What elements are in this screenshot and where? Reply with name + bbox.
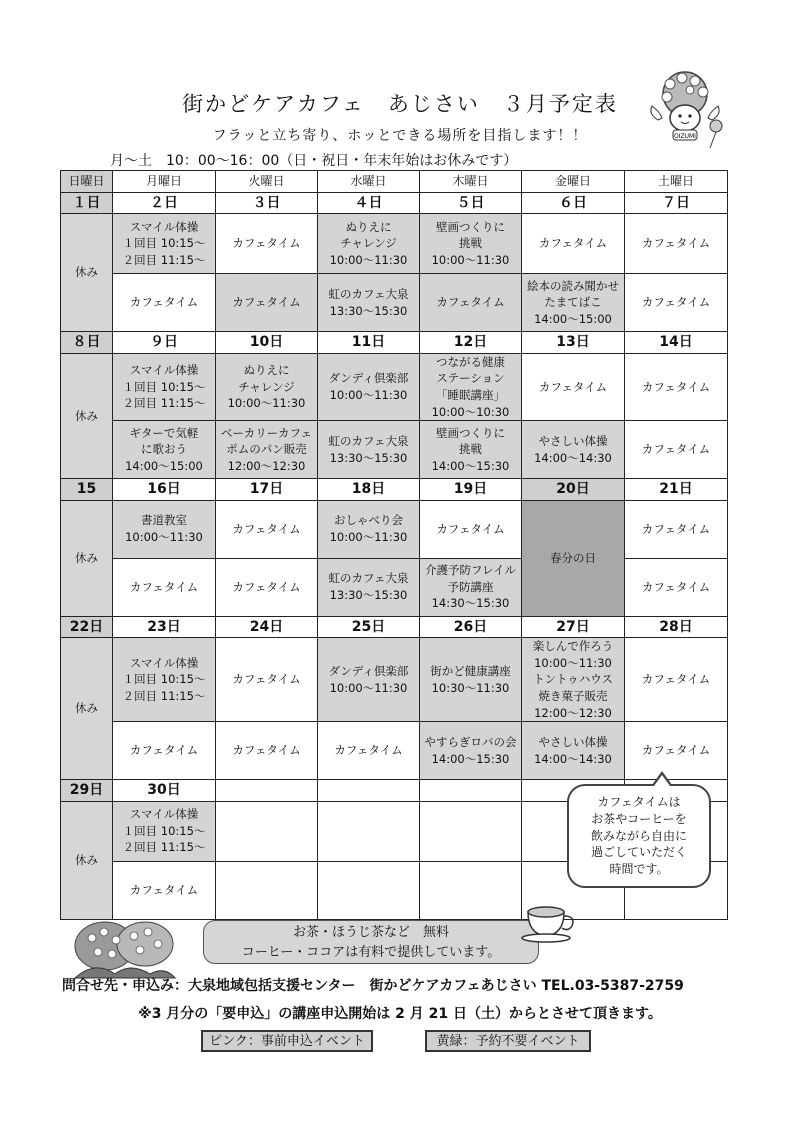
event-text: ぬりえに チャレンジ 10:00～11:30 bbox=[227, 362, 306, 411]
event-cell bbox=[113, 558, 216, 616]
event-cell bbox=[420, 274, 522, 332]
slot-row-am bbox=[61, 500, 728, 558]
date-row bbox=[61, 193, 728, 214]
event-cell bbox=[625, 722, 728, 780]
event-text: 楽しんで作ろう 10:00～11:30 トントゥハウス 焼き菓子販売 12:00～12:30 bbox=[532, 638, 614, 720]
event-cell bbox=[216, 274, 318, 332]
event-cell bbox=[113, 500, 216, 558]
drinks-free-line: お茶・ほうじ茶など 無料 bbox=[292, 925, 449, 940]
date-cell: ７日 bbox=[625, 193, 728, 214]
event-cell bbox=[113, 637, 216, 721]
event-cell bbox=[522, 500, 625, 616]
drinks-paid-line: コーヒー・ココアは有料で提供しています。 bbox=[241, 944, 501, 960]
event-cell bbox=[216, 353, 318, 421]
event-text: カフェタイム bbox=[641, 295, 711, 310]
page-title: 街かどケアカフェ あじさい ３月予定表 bbox=[182, 92, 618, 116]
event-cell bbox=[216, 558, 318, 616]
mascot-label: OIZUMI bbox=[674, 133, 696, 140]
event-cell bbox=[318, 637, 420, 721]
event-text: やさしい体操 14:00～14:30 bbox=[534, 434, 612, 465]
registration-note: ※3 月分の「要申込」の講座申込開始は 2 月 21 日（土）からとさせて頂きます。 bbox=[138, 1006, 662, 1022]
event-cell bbox=[113, 421, 216, 479]
event-cell bbox=[625, 500, 728, 558]
event-cell bbox=[113, 801, 216, 861]
date-cell: 24日 bbox=[216, 616, 318, 637]
event-cell bbox=[625, 558, 728, 616]
event-cell bbox=[522, 353, 625, 421]
event-text: 介護予防フレイル 予防講座 14:30～15:30 bbox=[425, 563, 516, 611]
slot-row-pm bbox=[61, 421, 728, 479]
date-cell: 10日 bbox=[216, 332, 318, 353]
event-text: カフェタイム bbox=[641, 442, 711, 457]
event-cell bbox=[420, 637, 522, 721]
event-text: やさしい体操 14:00～14:30 bbox=[534, 735, 612, 766]
bubble-tail-inner bbox=[654, 775, 670, 786]
event-text: カフェタイム bbox=[334, 743, 403, 758]
closed-label: 休み bbox=[75, 550, 98, 565]
event-cell bbox=[318, 801, 420, 861]
event-text: ギターで気軽 に歌おう 14:00～15:00 bbox=[125, 425, 203, 474]
event-text: ダンディ倶楽部 10:00～11:30 bbox=[328, 663, 409, 695]
date-cell: １日 bbox=[61, 193, 113, 214]
event-cell bbox=[216, 637, 318, 721]
event-cell bbox=[318, 861, 420, 919]
event-text: カフェタイム bbox=[232, 743, 301, 758]
date-cell: 14日 bbox=[625, 332, 728, 353]
date-cell: 29日 bbox=[61, 780, 113, 801]
date-row bbox=[61, 479, 728, 500]
slot-row-am bbox=[61, 637, 728, 721]
date-cell: ９日 bbox=[113, 332, 216, 353]
date-cell: 17日 bbox=[216, 479, 318, 500]
slot-row-pm bbox=[61, 722, 728, 780]
event-cell bbox=[216, 214, 318, 274]
event-cell bbox=[420, 421, 522, 479]
event-text: カフェタイム bbox=[436, 295, 505, 310]
event-text: 絵本の読み聞かせ たまてばこ 14:00～15:00 bbox=[527, 278, 619, 327]
event-text: 虹のカフェ大泉 13:30～15:30 bbox=[328, 434, 409, 465]
event-text: カフェタイム bbox=[129, 295, 199, 310]
event-cell bbox=[420, 353, 522, 421]
event-text: 壁画つくりに 挑戦 14:00～15:30 bbox=[431, 425, 510, 474]
event-cell bbox=[522, 637, 625, 721]
event-cell bbox=[420, 214, 522, 274]
event-text: カフェタイム bbox=[129, 882, 199, 897]
date-cell: 25日 bbox=[318, 616, 420, 637]
date-cell: 12日 bbox=[420, 332, 522, 353]
weekday-header: 木曜日 bbox=[420, 171, 522, 193]
event-text: スマイル体操 １回目 10:15～ ２回目 11:15～ bbox=[122, 219, 206, 268]
hydrangea-icon bbox=[70, 912, 180, 984]
event-cell bbox=[625, 421, 728, 479]
event-text: スマイル体操 １回目 10:15～ ２回目 11:15～ bbox=[122, 362, 206, 411]
date-cell: 13日 bbox=[522, 332, 625, 353]
event-cell bbox=[216, 500, 318, 558]
slot-row-pm bbox=[61, 558, 728, 616]
date-cell: 22日 bbox=[61, 616, 113, 637]
date-cell: 16日 bbox=[113, 479, 216, 500]
date-cell: ５日 bbox=[420, 193, 522, 214]
event-text: 虹のカフェ大泉 13:30～15:30 bbox=[328, 571, 409, 603]
weekday-header: 水曜日 bbox=[318, 171, 420, 193]
event-cell bbox=[216, 861, 318, 919]
event-cell bbox=[625, 214, 728, 274]
event-text: カフェタイム bbox=[641, 236, 711, 251]
cafe-time-note bbox=[567, 784, 711, 888]
teacup-icon bbox=[520, 900, 580, 944]
event-text: カフェタイム bbox=[232, 579, 301, 594]
page-subtitle: フラッと立ち寄り、ホッとできる場所を目指します！！ bbox=[212, 128, 588, 144]
hydrangea-mascot-icon bbox=[640, 68, 730, 158]
weekday-header: 金曜日 bbox=[522, 171, 625, 193]
event-cell bbox=[318, 722, 420, 780]
event-text: カフェタイム bbox=[436, 521, 505, 536]
weekday-header: 日曜日 bbox=[61, 171, 113, 193]
date-row bbox=[61, 332, 728, 353]
slot-row-pm bbox=[61, 274, 728, 332]
event-cell bbox=[318, 274, 420, 332]
event-text: カフェタイム bbox=[641, 379, 711, 394]
event-text: やすらぎロバの会 14:00～15:30 bbox=[424, 735, 517, 766]
date-cell bbox=[318, 780, 420, 801]
event-cell bbox=[216, 722, 318, 780]
date-cell: ８日 bbox=[61, 332, 113, 353]
date-cell bbox=[216, 780, 318, 801]
event-text: ダンディ倶楽部 10:00～11:30 bbox=[328, 371, 409, 402]
event-cell bbox=[625, 353, 728, 421]
opening-hours: 月～土 10：00～16：00（日・祝日・年末年始はお休みです） bbox=[110, 153, 518, 169]
date-cell: ６日 bbox=[522, 193, 625, 214]
weekday-header-row bbox=[61, 171, 728, 193]
event-cell bbox=[216, 421, 318, 479]
event-text: カフェタイム bbox=[538, 379, 608, 394]
drinks-info bbox=[203, 920, 539, 964]
event-text: カフェタイム bbox=[641, 743, 711, 758]
weekday-header: 火曜日 bbox=[216, 171, 318, 193]
event-cell bbox=[113, 353, 216, 421]
closed-cell bbox=[61, 500, 113, 616]
event-cell bbox=[113, 861, 216, 919]
event-text: カフェタイム bbox=[129, 743, 199, 758]
contact-info: 問合せ先・申込み：大泉地域包括支援センター 街かどケアカフェあじさい TEL.03-5387-2759 bbox=[62, 978, 684, 994]
closed-cell bbox=[61, 801, 113, 919]
event-cell bbox=[420, 500, 522, 558]
event-text: カフェタイム bbox=[538, 236, 608, 251]
legend-green: 黄緑：予約不要イベント bbox=[425, 1030, 591, 1052]
event-text: カフェタイム bbox=[129, 579, 199, 594]
event-text: 虹のカフェ大泉 13:30～15:30 bbox=[328, 287, 409, 318]
date-cell: ２日 bbox=[113, 193, 216, 214]
event-text: 春分の日 bbox=[550, 550, 596, 565]
weekday-header: 月曜日 bbox=[113, 171, 216, 193]
event-cell bbox=[318, 353, 420, 421]
event-cell bbox=[420, 722, 522, 780]
date-cell: 18日 bbox=[318, 479, 420, 500]
date-cell: 27日 bbox=[522, 616, 625, 637]
event-text: 書道教室 10:00～11:30 bbox=[125, 513, 203, 545]
event-text: カフェタイム bbox=[232, 521, 301, 536]
event-cell bbox=[522, 421, 625, 479]
event-cell bbox=[216, 801, 318, 861]
event-cell bbox=[113, 214, 216, 274]
event-text: カフェタイム bbox=[641, 579, 711, 594]
event-cell bbox=[420, 558, 522, 616]
event-cell bbox=[113, 274, 216, 332]
event-cell bbox=[113, 722, 216, 780]
closed-label: 休み bbox=[75, 408, 98, 423]
event-cell bbox=[522, 214, 625, 274]
event-text: カフェタイム bbox=[232, 295, 301, 310]
date-row bbox=[61, 616, 728, 637]
closed-label: 休み bbox=[75, 701, 98, 716]
date-cell: ３日 bbox=[216, 193, 318, 214]
event-cell bbox=[522, 722, 625, 780]
event-cell bbox=[420, 801, 522, 861]
closed-cell bbox=[61, 214, 113, 332]
event-cell bbox=[318, 558, 420, 616]
event-cell bbox=[318, 421, 420, 479]
weekday-header: 土曜日 bbox=[625, 171, 728, 193]
event-cell bbox=[625, 637, 728, 721]
date-cell: 28日 bbox=[625, 616, 728, 637]
event-text: スマイル体操 １回目 10:15～ ２回目 11:15～ bbox=[122, 655, 206, 703]
event-cell bbox=[625, 274, 728, 332]
date-cell: 30日 bbox=[113, 780, 216, 801]
closed-label: 休み bbox=[75, 265, 98, 280]
cafe-time-note-text: カフェタイムは お茶やコーヒーを 飲みながら自由に 過ごしていただく 時間です。 bbox=[590, 795, 687, 877]
date-cell: 21日 bbox=[625, 479, 728, 500]
closed-label: 休み bbox=[75, 852, 98, 867]
date-cell: 11日 bbox=[318, 332, 420, 353]
date-cell: 19日 bbox=[420, 479, 522, 500]
event-text: 街かど健康講座 10:30～11:30 bbox=[430, 663, 511, 695]
date-cell bbox=[420, 780, 522, 801]
date-cell: 20日 bbox=[522, 479, 625, 500]
legend-pink: ピンク：事前申込イベント bbox=[201, 1030, 373, 1052]
event-text: スマイル体操 １回目 10:15～ ２回目 11:15～ bbox=[122, 807, 206, 855]
date-cell: 15 bbox=[61, 479, 113, 500]
event-text: ベーカリーカフェ ポムのパン販売 12:00～12:30 bbox=[221, 425, 312, 474]
date-cell: 23日 bbox=[113, 616, 216, 637]
event-text: カフェタイム bbox=[232, 672, 301, 687]
event-text: 壁画つくりに 挑戦 10:00～11:30 bbox=[431, 219, 510, 268]
event-cell bbox=[420, 861, 522, 919]
event-text: カフェタイム bbox=[641, 521, 711, 536]
date-cell: 26日 bbox=[420, 616, 522, 637]
event-text: おしゃべり会 10:00～11:30 bbox=[329, 513, 408, 545]
closed-cell bbox=[61, 353, 113, 479]
event-text: カフェタイム bbox=[641, 672, 711, 687]
date-cell: ４日 bbox=[318, 193, 420, 214]
closed-cell bbox=[61, 637, 113, 779]
event-cell bbox=[522, 274, 625, 332]
event-text: ぬりえに チャレンジ 10:00～11:30 bbox=[329, 219, 408, 268]
slot-row-am bbox=[61, 353, 728, 421]
slot-row-am bbox=[61, 214, 728, 274]
event-cell bbox=[318, 500, 420, 558]
event-text: つながる健康 ステーション 「睡眠講座」 10:00～10:30 bbox=[431, 354, 510, 419]
event-cell bbox=[318, 214, 420, 274]
event-text: カフェタイム bbox=[232, 236, 301, 251]
